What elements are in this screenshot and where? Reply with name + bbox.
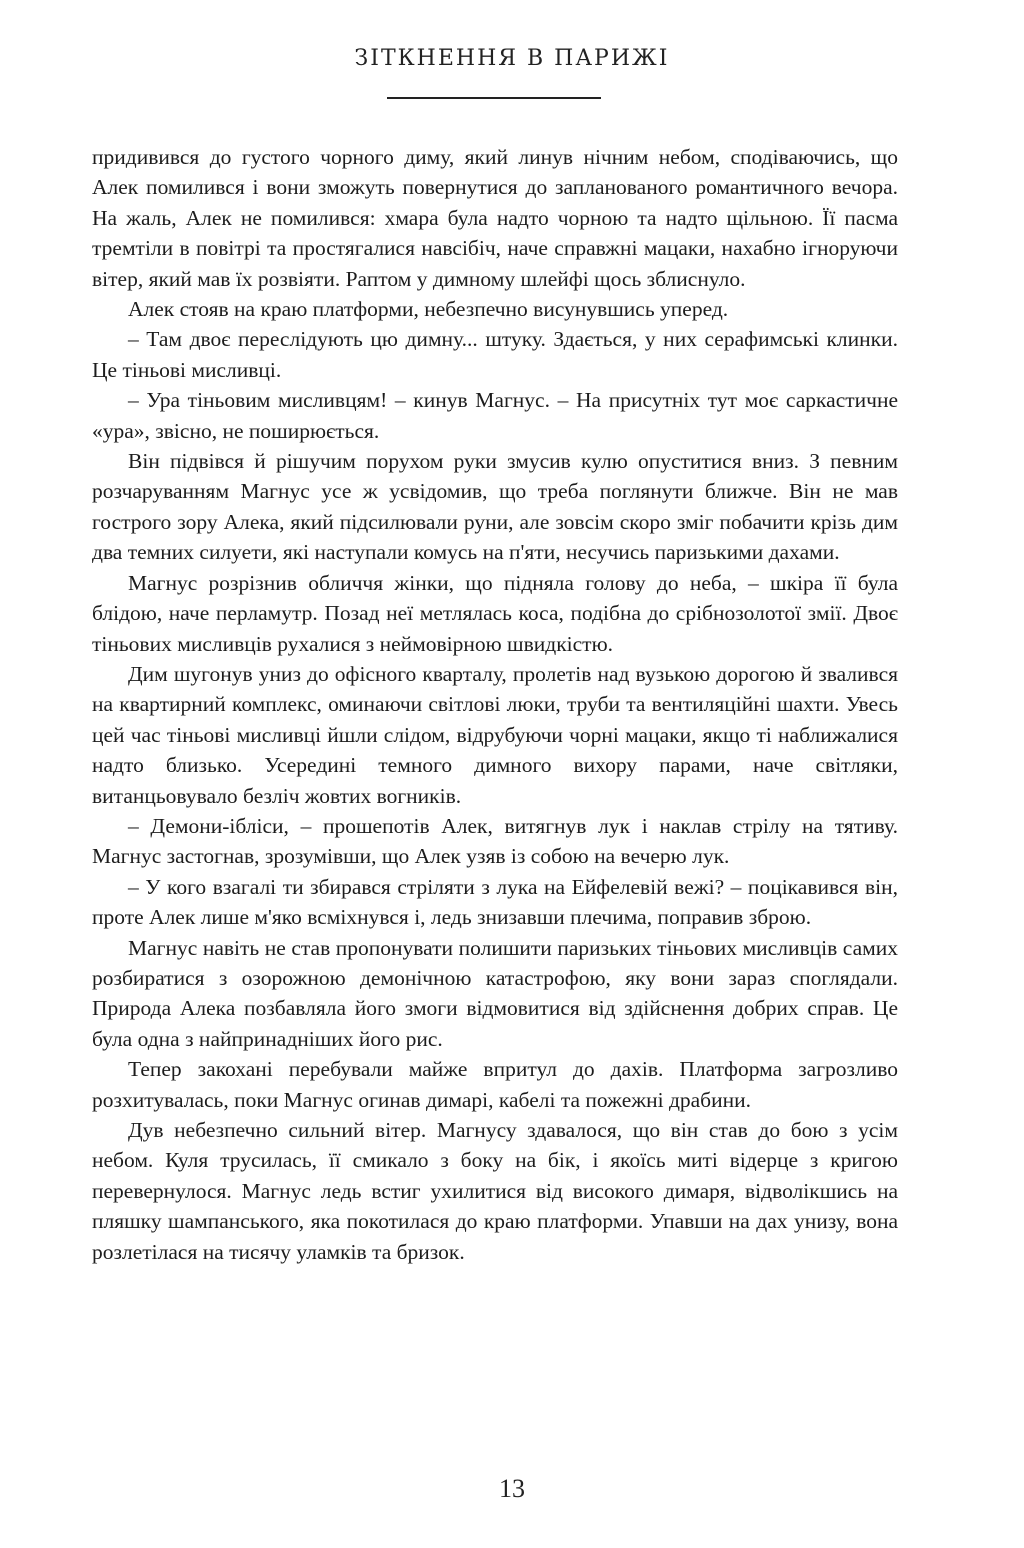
paragraph-2: Алек стояв на краю платформи, небезпечно висунувшись уперед. <box>128 297 729 322</box>
body-text <box>92 142 898 1267</box>
paragraph-3: – Там двоє переслідують цю димну... штуку. Здається, у них серафимські клинки. Це тіньові мисливці. <box>92 327 898 382</box>
page-number: 13 <box>499 1474 525 1503</box>
paragraph-12: Дув небезпечно сильний вітер. Магнусу здавалося, що він став до бою з усім небом. Куля трусилась, її смикало з боку на бік, і якоїсь миті відерце з кригою перевернулося. Магнус ледь встиг ухилитися від високого димаря, відволікшись на пляшку шампанського, яка покотилася до краю платформи. Упавши на дах унизу, вона розлетілася на тисячу уламків та бризок. <box>92 1118 898 1264</box>
header-rule <box>387 97 601 99</box>
paragraph-9: – У кого взагалі ти збирався стріляти з лука на Ейфелевій вежі? – поцікавився він, проте Алек лише м'яко всміхнувся і, ледь знизавши плечима, поправив зброю. <box>92 874 898 930</box>
paragraph-7: Дим шугонув униз до офісного кварталу, пролетів над вузькою дорогою й звалився на квартирний комплекс, оминаючи світлові люки, труби та вентиляційні шахти. Увесь цей час тіньові мисливці йшли слідом, відрубуючи чорні мацаки, якщо ті наближалися надто близько. Усередині темного димного вихору парами, наче світляки, витанцьовувало безліч жовтих вогників. <box>92 661 898 808</box>
paragraph-4: – Ура тіньовим мисливцям! – кинув Магнус. – На присутніх тут моє саркастичне «ура», звісно, не поширюється. <box>92 388 898 443</box>
running-head: ЗІТКНЕННЯ В ПАРИЖІ <box>354 46 670 71</box>
paragraph-6: Магнус розрізнив обличчя жінки, що підняла голову до неба, – шкіра її була блідою, наче перламутр. Позад неї метлялась коса, подібна до срібнозолотої змії. Двоє тіньових мисливців рухалися з неймовірною швидкістю. <box>92 570 898 656</box>
paragraph-11: Тепер закохані перебували майже впритул до дахів. Платформа загрозливо розхитувалась, поки Магнус огинав димарі, кабелі та пожежні драбини. <box>92 1057 898 1112</box>
paragraph-10: Магнус навіть не став пропонувати полишити паризьких тіньових мисливців самих розбиратися з озорожною демонічною катастрофою, яку вони зараз споглядали. Природа Алека позбавляла його змоги відмовитися від здійснення добрих справ. Це була одна з найпринадніших його рис. <box>92 935 898 1051</box>
paragraph-1: придивився до густого чорного диму, який линув нічним небом, сподіваючись, що Алек помилився і вони зможуть повернутися до запланованого романтичного вечора. На жаль, Алек не помилився: хмара була надто чорною та надто щільною. Її пасма тремтіли в повітрі та простягалися навсібіч, наче справжні мацаки, нахабно ігноруючи вітер, який мав їх розвіяти. Раптом у димному шлейфі щось зблиснуло. <box>92 145 898 291</box>
paragraph-8: – Демони-ібліси, – прошепотів Алек, витягнув лук і наклав стрілу на тятиву. Магнус застогнав, зрозумівши, що Алек узяв із собою на вечерю лук. <box>92 813 898 869</box>
paragraph-5: Він підвівся й рішучим порухом руки змусив кулю опуститися вниз. З певним розчаруванням Магнус усе ж усвідомив, що треба поглянути ближче. Він не мав гострого зору Алека, який підсилювали руни, але зовсім скоро зміг побачити крізь дим два темних силуети, які наступали комусь на п'яти, несучись паризькими дахами. <box>92 449 898 565</box>
